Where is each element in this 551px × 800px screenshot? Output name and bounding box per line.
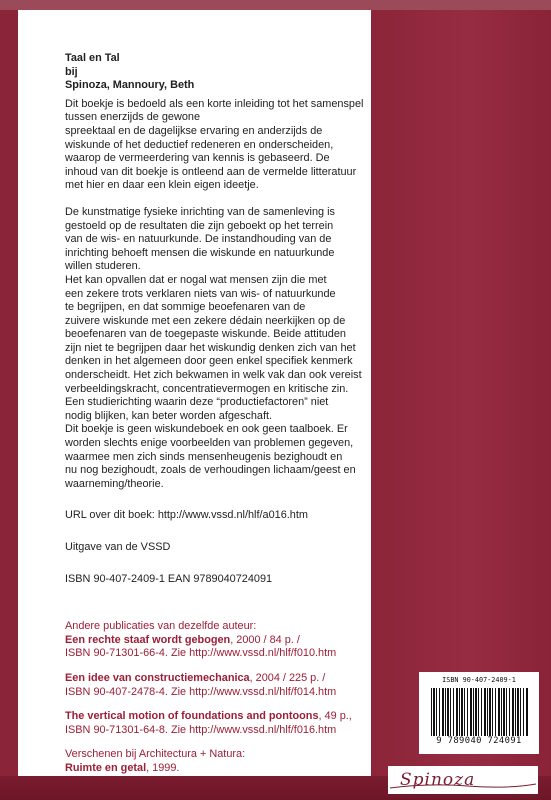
text-line: nu nog bezighoudt, zoals de verhoudingen lichaam/geest en bbox=[65, 464, 356, 477]
text-line: gestoeld op de resultaten die zijn geboekt op het terrein bbox=[65, 219, 334, 232]
publication-title: Een idee van constructiemechanica bbox=[65, 671, 250, 684]
text-line: beoefenaren van de toegepaste wiskunde. Beide attituden bbox=[65, 328, 346, 341]
text-line: inhoud van dit boekje is ontleend aan de vermelde litteratuur bbox=[65, 165, 357, 178]
text-line: denken in het algemeen door geen enkel specifiek kenmerk bbox=[65, 355, 353, 368]
isbn-line: ISBN 90-407-2409-1 EAN 9789040724091 bbox=[65, 572, 273, 585]
publication-info: , 2000 / 84 p. / bbox=[230, 633, 300, 646]
text-line: waarop de vermeerdering van kennis is gebaseerd. De bbox=[65, 152, 330, 165]
text-line: Dit boekje is bedoeld als een korte inleiding tot het samenspel bbox=[65, 97, 364, 110]
barcode-ean-digits: 9 789040 724091 bbox=[436, 736, 522, 746]
text-line: te begrijpen, en dat sommige beoefenaren van de bbox=[65, 301, 306, 314]
text-line: willen studeren. bbox=[65, 260, 141, 273]
text-line: verbeeldingskracht, concentratievermogen en kritische zin. bbox=[65, 382, 349, 395]
text-line: van de wis- en natuurkunde. De instandhouding van de bbox=[65, 233, 332, 246]
text-line: een zekere trots verklaren niets van wis- of natuurkunde bbox=[65, 287, 336, 300]
text-line: zuivere wiskunde met een zekere dédain neerkijken op de bbox=[65, 314, 346, 327]
cover-top-band bbox=[0, 0, 551, 10]
title-line: Spinoza, Mannoury, Beth bbox=[65, 79, 195, 92]
barcode-label bbox=[419, 672, 539, 754]
text-line: nodig blijken, kan beter worden afgeschaft. bbox=[65, 409, 273, 422]
publication-title: The vertical motion of foundations and pontoons bbox=[65, 710, 319, 723]
maroon-side-panel bbox=[371, 10, 551, 786]
text-line: waarneming/theorie. bbox=[65, 477, 164, 490]
text-line: worden slechts enige voorbeelden van problemen gegeven, bbox=[65, 437, 354, 450]
publication-isbn: ISBN 90-407-2478-4. Zie http://www.vssd.nl/hlf/f014.htm bbox=[65, 685, 337, 698]
text-line: onderscheidt. Het zich bekwamen in welk vak dan ook vereist bbox=[65, 369, 362, 382]
publication-isbn: ISBN 90-71301-66-4. Zie http://www.vssd.nl/hlf/f010.htm bbox=[65, 647, 337, 660]
publication-item bbox=[65, 672, 378, 699]
title-line: bij bbox=[65, 65, 78, 78]
architectura-note bbox=[65, 748, 378, 775]
title-line: Taal en Tal bbox=[65, 52, 120, 64]
text-line: Dit boekje is geen wiskundeboek en ook geen taalboek. Er bbox=[65, 423, 348, 436]
spinoza-logo bbox=[388, 766, 538, 794]
text-line: spreektaal en de dagelijkse ervaring en anderzijds de bbox=[65, 124, 323, 137]
architectura-title: Ruimte en getal bbox=[65, 761, 147, 774]
text-line: De kunstmatige fysieke inrichting van de samenleving is bbox=[65, 205, 335, 218]
text-line: met hier en daar een klein eigen ideetje. bbox=[65, 179, 259, 192]
publisher-line: Uitgave van de VSSD bbox=[65, 541, 171, 553]
barcode-isbn-text: ISBN 90-407-2409-1 bbox=[442, 676, 516, 684]
publication-info: , 2004 / 225 p. / bbox=[249, 671, 326, 684]
publication-item bbox=[65, 710, 378, 737]
text-line: tussen enerzijds de gewone bbox=[65, 111, 201, 124]
spinoza-logo-text: Spinoza bbox=[400, 770, 476, 790]
body-paragraph bbox=[65, 206, 378, 491]
publication-isbn: ISBN 90-71301-64-8. Zie http://www.vssd.nl/hlf/f016.htm bbox=[65, 723, 337, 736]
intro-paragraph bbox=[65, 98, 378, 193]
book-title bbox=[65, 52, 378, 93]
publications-heading: Andere publicaties van dezelfde auteur: bbox=[65, 620, 257, 633]
architectura-year: , 1999. bbox=[146, 761, 180, 774]
publication-title: Een rechte staaf wordt gebogen bbox=[65, 633, 231, 646]
back-cover-text bbox=[65, 52, 378, 776]
text-line: waarmee men zich sinds mensenheugenis bezighoudt en bbox=[65, 450, 343, 463]
publication-item bbox=[65, 634, 378, 661]
text-line: wiskunde of het deductief redeneren en onderscheiden, bbox=[65, 138, 334, 151]
publication-info: , 49 p., bbox=[318, 710, 352, 723]
text-line: inrichting behoeft mensen die wiskunde en natuurkunde bbox=[65, 246, 335, 259]
architectura-line: Verschenen bij Architectura + Natura: bbox=[65, 748, 246, 761]
text-line: Het kan opvallen dat er nogal wat mensen zijn die met bbox=[65, 273, 327, 286]
book-url: URL over dit boek: http://www.vssd.nl/hlf/a016.htm bbox=[65, 509, 308, 522]
other-publications bbox=[65, 620, 378, 775]
text-line: Een studierichting waarin deze “productiefactoren” niet bbox=[65, 396, 329, 409]
text-line: zijn niet te begrijpen daar het wiskundig denken zich van het bbox=[65, 341, 356, 354]
barcode-icon bbox=[431, 688, 529, 736]
